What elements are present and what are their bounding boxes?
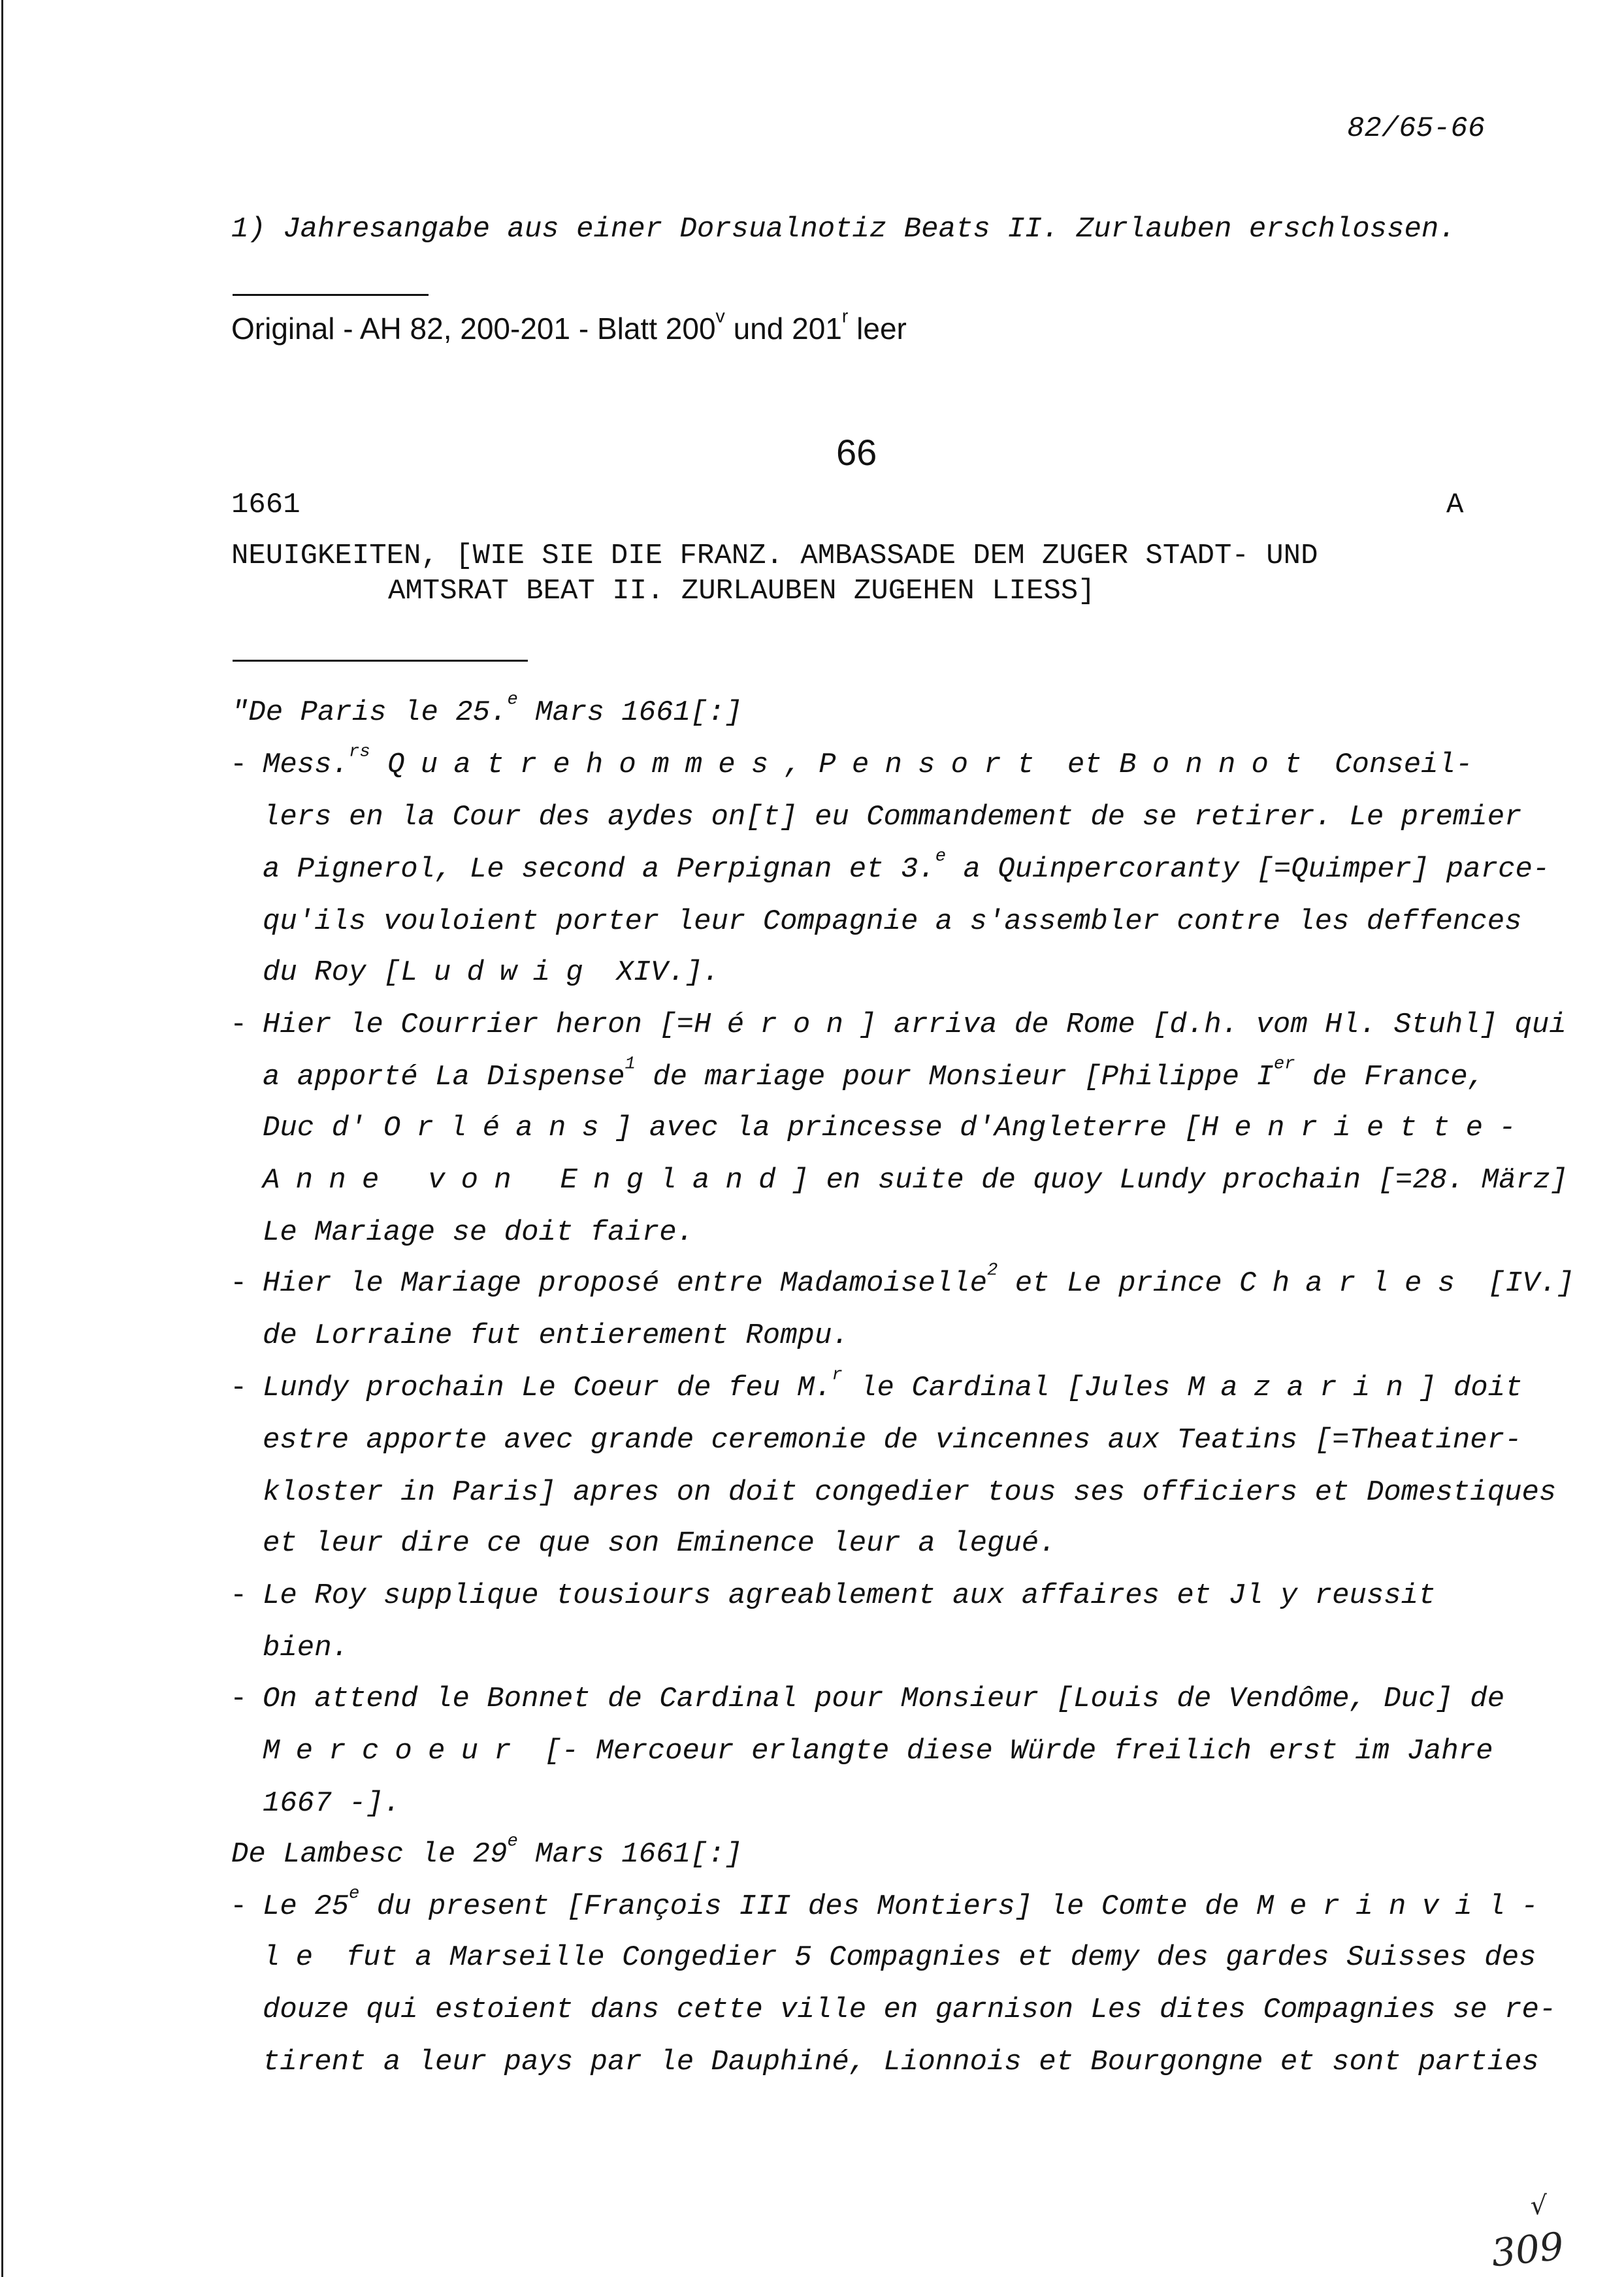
document-letter: A xyxy=(1446,489,1464,521)
title-rule xyxy=(233,660,528,662)
bullet-dash: - xyxy=(230,1683,248,1715)
text-line: et leur dire ce que son Eminence leur a legué. xyxy=(263,1527,1056,1560)
page-frame-edge xyxy=(1,0,3,2277)
text-line: du Roy [Ludwig XIV.]. xyxy=(263,956,720,989)
text-line: Hier le Mariage proposé entre Madamoiselle$^2$ et Le prince Charles [IV.] xyxy=(263,1260,1574,1300)
text-line: bien. xyxy=(263,1632,349,1664)
text-line: a apporté La Dispense$^1$ de mariage pour Monsieur [Philippe Ier de France, xyxy=(263,1054,1486,1093)
text-line: douze qui estoient dans cette ville en garnison Les dites Compagnies se re- xyxy=(263,1994,1557,2026)
check-mark-icon: √ xyxy=(1530,2191,1547,2221)
text-line: Lundy prochain Le Coeur de feu M.$^r$ le Cardinal [Jules Mazarin] doit xyxy=(263,1365,1523,1404)
text-line: qu'ils vouloient porter leur Compagnie a s'assembler contre les deffences xyxy=(263,905,1522,938)
bullet-dash: - xyxy=(230,1009,248,1041)
text-line: kloster in Paris] apres on doit congedier tous ses officiers et Domestiques xyxy=(263,1476,1557,1509)
text-line: De Lambesc le 29e Mars 1661[:] xyxy=(231,1831,743,1871)
bullet-dash: - xyxy=(230,749,248,781)
text-line: estre apporte avec grande ceremonie de vincennes aux Teatins [=Theatiner- xyxy=(263,1424,1522,1457)
text-line: tirent a leur pays par le Dauphiné, Lionnois et Bourgongne et sont parties xyxy=(263,2046,1539,2078)
text-line: On attend le Bonnet de Cardinal pour Monsieur [Louis de Vendôme, Duc] de xyxy=(263,1683,1505,1715)
page-reference: 82/65-66 xyxy=(1347,112,1486,145)
text-line: de Lorraine fut entierement Rompu. xyxy=(263,1319,849,1352)
text-line: Anne von England] en suite de quoy Lundy prochain [=28. März] xyxy=(263,1164,1568,1197)
text-line: "De Paris le 25.$^e$ Mars 1661[:] xyxy=(231,689,743,729)
text-line: 1667 -]. xyxy=(263,1787,401,1820)
text-line: Mess.$^{rs}$ Quatrehommes, Pensort et Bonnot Conseil- xyxy=(263,741,1473,781)
text-line: Le Mariage se doit faire. xyxy=(263,1216,694,1249)
title-line-2: AMTSRAT BEAT II. ZURLAUBEN ZUGEHEN LIESS] xyxy=(388,575,1096,607)
document-year: 1661 xyxy=(231,489,300,521)
text-line: Duc d' Orléans] avec la princesse d'Angleterre [Henriette- xyxy=(263,1112,1516,1144)
bullet-dash: - xyxy=(230,1372,248,1404)
footnote-text: 1) Jahresangabe aus einer Dorsualnotiz Beats II. Zurlauben erschlossen. xyxy=(231,213,1456,246)
bullet-dash: - xyxy=(230,1267,248,1300)
title-line-1: NEUIGKEITEN, [WIE SIE DIE FRANZ. AMBASSADE DEM ZUGER STADT- UND xyxy=(231,540,1318,572)
folio-number-handwritten: 309 xyxy=(1489,2223,1567,2276)
bullet-dash: - xyxy=(230,1579,248,1612)
document-number: 66 xyxy=(836,432,877,473)
text-line: Le Roy supplique tousiours agreablement aux affaires et Jl y reussit xyxy=(263,1579,1436,1612)
bullet-dash: - xyxy=(230,1890,248,1923)
text-line: Le 25e du present [François III des Montiers] le Comte de Merinvil- xyxy=(263,1883,1554,1923)
text-line: lers en la Cour des aydes on[t] eu Commandement de se retirer. Le premier xyxy=(263,801,1522,833)
text-line: le fut a Marseille Congedier 5 Compagnies et demy des gardes Suisses des xyxy=(263,1941,1536,1974)
text-line: a Pignerol, Le second a Perpignan et 3.$^e$ a Quinpercoranty [=Quimper] parce- xyxy=(263,846,1550,886)
footnote-rule xyxy=(233,294,429,296)
source-line: Original - AH 82, 200-201 - Blatt 200$^v$ und 201$^r$ leer xyxy=(231,306,907,346)
text-line: Hier le Courrier heron [=Héron] arriva de Rome [d.h. vom Hl. Stuhl] qui xyxy=(263,1009,1567,1041)
text-line: Mercoeur [- Mercoeur erlangte diese Würde freilich erst im Jahre xyxy=(263,1735,1493,1768)
